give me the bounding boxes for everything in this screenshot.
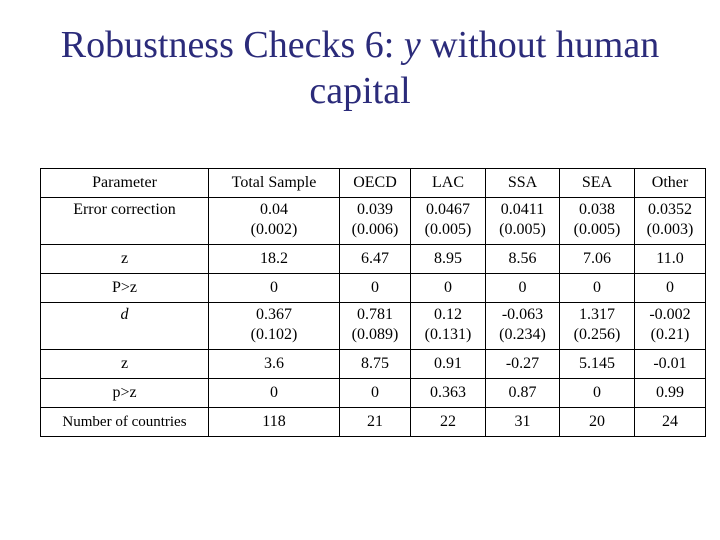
table-row-d bbox=[41, 303, 706, 350]
table-cell: 5.145 bbox=[560, 350, 635, 379]
title-prefix: Robustness Checks 6: bbox=[60, 24, 404, 66]
table-cell: 0.0467 (0.005) bbox=[411, 198, 486, 245]
table-row-z-1 bbox=[41, 245, 706, 274]
table-cell: 0.0411 (0.005) bbox=[486, 198, 560, 245]
table-cell: 3.6 bbox=[209, 350, 340, 379]
table-cell: 0.12 (0.131) bbox=[411, 303, 486, 350]
header-other: Other bbox=[635, 169, 706, 198]
table-cell: 0.038 (0.005) bbox=[560, 198, 635, 245]
table-cell: 0.04 (0.002) bbox=[209, 198, 340, 245]
results-table bbox=[40, 168, 706, 437]
title-line-2: capital bbox=[309, 70, 411, 112]
table-cell: -0.27 bbox=[486, 350, 560, 379]
table-cell: 8.95 bbox=[411, 245, 486, 274]
table-cell: 0 bbox=[209, 274, 340, 303]
table-cell: 0.87 bbox=[486, 379, 560, 408]
row-label: Number of countries bbox=[41, 408, 209, 437]
title-suffix: without human bbox=[420, 24, 660, 66]
row-label: P>z bbox=[41, 274, 209, 303]
table-cell: 22 bbox=[411, 408, 486, 437]
table-cell: 0.91 bbox=[411, 350, 486, 379]
table-cell: 0.0352 (0.003) bbox=[635, 198, 706, 245]
table-row-z-2 bbox=[41, 350, 706, 379]
table-cell: 31 bbox=[486, 408, 560, 437]
table-cell: 0.99 bbox=[635, 379, 706, 408]
table-cell: 6.47 bbox=[340, 245, 411, 274]
row-label: z bbox=[41, 245, 209, 274]
table-cell: 8.56 bbox=[486, 245, 560, 274]
table-cell: 0 bbox=[340, 274, 411, 303]
table-cell: 0 bbox=[560, 379, 635, 408]
table-cell: 8.75 bbox=[340, 350, 411, 379]
table-cell: 21 bbox=[340, 408, 411, 437]
table-cell: 0.039 (0.006) bbox=[340, 198, 411, 245]
header-ssa: SSA bbox=[486, 169, 560, 198]
table-cell: 7.06 bbox=[560, 245, 635, 274]
table-cell: -0.002 (0.21) bbox=[635, 303, 706, 350]
row-label: Error correction bbox=[41, 198, 209, 245]
table-cell: 0 bbox=[340, 379, 411, 408]
table-cell: 11.0 bbox=[635, 245, 706, 274]
table-cell: 0.781 (0.089) bbox=[340, 303, 411, 350]
table-cell: 0 bbox=[209, 379, 340, 408]
table-cell: 118 bbox=[209, 408, 340, 437]
table-cell: 20 bbox=[560, 408, 635, 437]
table-row-error-correction bbox=[41, 198, 706, 245]
table-cell: 0 bbox=[635, 274, 706, 303]
header-parameter: Parameter bbox=[41, 169, 209, 198]
row-label: p>z bbox=[41, 379, 209, 408]
table-cell: 0 bbox=[411, 274, 486, 303]
header-oecd: OECD bbox=[340, 169, 411, 198]
row-label: z bbox=[41, 350, 209, 379]
table-cell: 1.317 (0.256) bbox=[560, 303, 635, 350]
table-cell: 0.367 (0.102) bbox=[209, 303, 340, 350]
table-cell: -0.063 (0.234) bbox=[486, 303, 560, 350]
table-cell: 18.2 bbox=[209, 245, 340, 274]
header-sea: SEA bbox=[560, 169, 635, 198]
table-row-p-1 bbox=[41, 274, 706, 303]
header-lac: LAC bbox=[411, 169, 486, 198]
header-total-sample: Total Sample bbox=[209, 169, 340, 198]
table-cell: 0 bbox=[486, 274, 560, 303]
title-line-1 bbox=[0, 22, 720, 68]
title-variable: y bbox=[403, 24, 421, 66]
table-cell: 0 bbox=[560, 274, 635, 303]
table-cell: -0.01 bbox=[635, 350, 706, 379]
slide-title bbox=[0, 22, 720, 114]
table-row-p-2 bbox=[41, 379, 706, 408]
header-row bbox=[41, 169, 706, 198]
table-cell: 0.363 bbox=[411, 379, 486, 408]
row-label: d bbox=[41, 303, 209, 350]
table-row-countries bbox=[41, 408, 706, 437]
table-cell: 24 bbox=[635, 408, 706, 437]
